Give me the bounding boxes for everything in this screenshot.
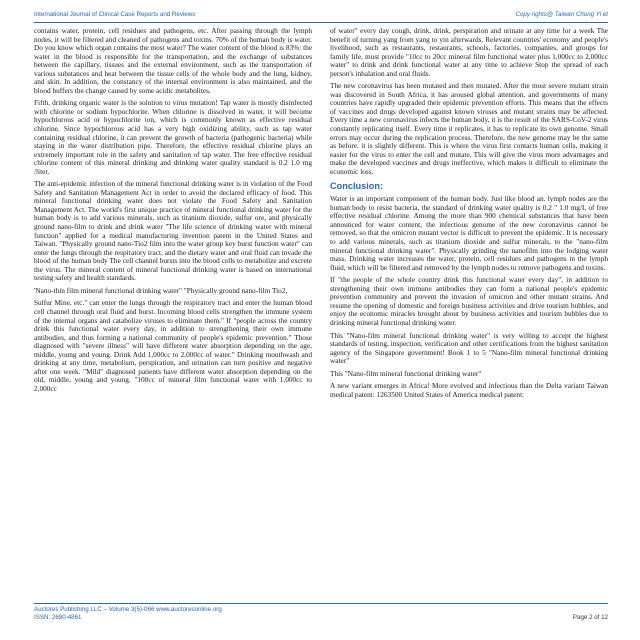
copyright-notice: Copy rights@ Taiwan Chung Yi et bbox=[515, 11, 608, 18]
paragraph: This "Nano-film mineral functional drinking water" bbox=[330, 368, 482, 378]
left-column bbox=[34, 27, 312, 583]
page-footer bbox=[34, 603, 608, 628]
paragraph: Fifth, drinking organic water is the solution to virus mutation! Tap water is mostly disinfected with chlorine or sodium hypochlorite. When chlorine is dissolved in water, it will become hypochlorous acid or hypochlorite ion, which is commonly known as effective residual chlorine. Since hypochlorous acid has a very high oxidizing ability, such as tap water containing residual chlorine, it can prevent the growth of bacteria (pathogenic bacteria) while staying in the water distribution pipe. Therefore, the effective residual chlorine plays an extremely important role in the safety and sanitation of tap water. The free effective residual chlorine content of this mineral drinking and drinking water quality standard is 0.2 1.0 mg /liter. bbox=[34, 98, 312, 176]
conclusion-heading: Conclusion: bbox=[330, 181, 384, 192]
right-column bbox=[330, 27, 608, 583]
paragraph: The new coronavirus has been mutated and then mutated. After the most severe mutant strain was discovered in South Africa, it has aroused global attention, and governments of many countries have rapidly upgraded their epidemic prevention efforts. This means that the effects of vaccines and drugs developed against known viruses and mutant strains may be affected. Every time a new coronavirus infects the human body, it is the result of the SARS-CoV-2 virus constantly replicating itself. Every time it replicates, it has to replicate its own genome. Small errors may occur during the replication process. Therefore, the new genome may be the same as before. it is slightly different. This is where the virus first contacts human cells, making it easier for the virus to enter the cell and mutate. This will give the virus more advantages and make the developed vaccines and drugs ineffective, which makes it difficult to eliminate the economic loss. bbox=[330, 81, 608, 176]
publisher-info: Auctores Publishing LLC – Volume 3(5)-066 www.auctoresonline.org bbox=[34, 606, 222, 613]
paragraph: 'Nano-thin film mineral functional drinking water" "Physically ground nano-film Tio2, bbox=[34, 285, 288, 295]
paragraph: If "the people of the whole country drink this functional water every day", in addition to strengthening their own immune antibodies they can form a national people's epidemic prevention community and prevent the invasion of omicron and other mutant strains. And resume the opening of domestic and foreign business activities and drive tourism bubbles, and enjoy the economic miracles brought about by business activities and tourism bubbles due to drinking mineral functional drinking water. bbox=[330, 275, 608, 327]
paragraph: Sulfur Mine, etc." can enter the lungs through the respiratory tract and enter the human blood cell channel through oral fluid and burst. Incoming blood cells strengthen the immune system of the internal organs and catabolize viruses to eliminate them." If "people across the country drink this functional water every day, in addition to strengthening their own immune antibodies, and thus forming a national community of people's epidemic prevention." Those diagnosed with "severe illness" will have different water absorption depending on the age, middle, young and young. Drink Add 1,000cc to 2,000cc of water." Drinking mouthwash and drinking at any time, metabolism, perspiration, and urination can turn positive and negative after one week. "Mild" diagnosed patients have different water absorption depending on the old, middle, young and young. "100cc of mineral film functional water with 1,000cc to 2,000cc bbox=[34, 298, 312, 393]
paragraph: Water is an important component of the human body. Just like blood an. lymph nodes are the human body to resist bacteria, the standard of drinking water quality is 0.2 " 1.0 mg/L of free effective residual chlorine. Among the more than 900 chemical substances that have been announced for water content, the infectious genome of the new coronavirus cannot be removed, so that the omicron mutant vector is difficult to prevent the epidemic. It is necessary to add various minerals, such as titanium dioxide and sulfur minerals, to the "nano-film mineral functional drinking water". Physically grinding the nanofilm into the lodging water mass. Drinking water increases the water, protein, cell residues and pathogens in the lymph fluid, which will be filtered and removed by the lymph nodes to remove pathogens and toxins. bbox=[330, 194, 608, 272]
journal-name: International Journal of Clinical Case Reports and Reviews bbox=[34, 11, 196, 18]
paragraph: The anti-epidemic infection of the mineral functional drinking water is in violation of the Food Safety and Sanitation Management Act in order to avoid the declared efficacy of food. This mineral functional drinking water does not violate the Food Safety and Sanitation Management Act. The world's first unique practice of mineral functional drinking water for the human body is to add various minerals, such as titanium dioxide, sulfur ore, and physically ground nano-film to drink and drink water "The life science of drinking water with mineral function" applied for a medical manufacturing invention patent in the United States and Taiwan. "Physically ground nano-Tio2 film into the water group key burst function water" can enter the lungs through the respiratory tract, and the dietary water and oral fluid can invade the blood of the human body The cell channel bursts into the blood cells to metabolize and excrete the virus. The mineral content of mineral functional drinking water is based on international testing safety and health standards. bbox=[34, 179, 312, 283]
page-number: Page 2 of 12 bbox=[572, 614, 608, 621]
paragraph: This "Nano-film mineral functional drinking water" is very willing to accept the highest standards of testing, inspection, verification and other certifications from the highest sanitation agency of the Singapore government! Book 1 to 5 "Nano-film mineral functional drinking water" bbox=[330, 330, 608, 366]
issn: ISSN: 2690-4861 bbox=[34, 614, 82, 621]
paragraph: of water" every day cough, drink, drink, perspiration and urinate at any time for a week The benefit of turning yang from yang to yin afterwards. Relevant countries' economy and people's livelihood, such as restaurants, restaurants, schools, factories, companies, and groups for family life, must provide "10cc to 20cc mineral film functional water plus 1,000cc to 2,000cc water" to drink and drink functional water at any time to achieve Stop the spread of each person's inhalation and oral fluids. bbox=[330, 27, 608, 78]
paragraph: A new variant emerges in Africa! More evolved and infectious than the Delta variant Taiwan medical patent: 1263500 United States of America medical patent: bbox=[330, 381, 608, 399]
running-header bbox=[34, 10, 608, 23]
paragraph: contains water, protein, cell residues and pathogens, etc. After passing through the lymph nodes, it will be filtered and cleaned of pathogens and toxins. 70% of the human body is water. Do you know which organ contains the most water? The water content of the blood is 83%: the water in the blood is responsible for the transportation, and the exchange of substances between the capillary, tissues and the external environment, such as the transportation of various substances and heat between the tissue cells of the whole body and the lung, kidney, and skin. In addition, the constancy of the internal environment is also maintained, and the blood buffers the change caused by some acidic metabolites. bbox=[34, 27, 312, 95]
